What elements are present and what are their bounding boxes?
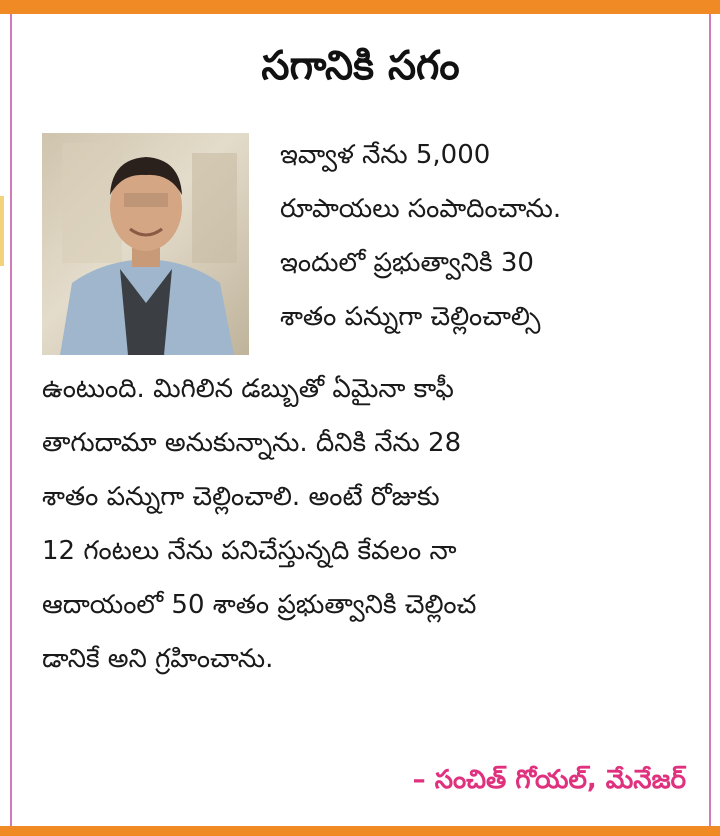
paragraph-line: ఆదాయంలో 50 శాతం ప్రభుత్వానికి చెల్లించ — [42, 590, 477, 620]
paragraph-line: శాతం పన్నుగా చెల్లించాల్సి — [280, 302, 541, 332]
paragraph-line: ఉంటుంది. మిగిలిన డబ్బుతో ఏమైనా కాఫీ — [42, 374, 454, 404]
paragraph-line: రూపాయలు సంపాదించాను. — [280, 194, 562, 224]
author-byline: – సంచిత్ గోయల్, మేనేజర్ — [412, 765, 686, 795]
paragraph-line: డానికే అని గ్రహించాను. — [42, 644, 274, 674]
right-border-rule — [709, 14, 711, 826]
person-illustration — [42, 133, 249, 355]
bottom-accent-bar — [0, 826, 720, 836]
person-photo — [42, 133, 249, 355]
article-headline: సగానికి సగం — [261, 43, 460, 89]
paragraph-line: 12 గంటలు నేను పనిచేస్తున్నది కేవలం నా — [42, 536, 457, 566]
paragraph-line: శాతం పన్నుగా చెల్లించాలి. అంటే రోజుకు — [42, 482, 440, 512]
left-border-rule — [10, 14, 12, 826]
paragraph-line: తాగుదామా అనుకున్నాను. దీనికి నేను 28 — [42, 428, 462, 458]
paragraph-line: ఇందులో ప్రభుత్వానికి 30 — [280, 248, 534, 278]
paragraph-line: ఇవ్వాళ నేను 5,000 — [280, 140, 491, 170]
left-edge-tab — [0, 196, 4, 266]
top-accent-bar — [0, 0, 720, 14]
